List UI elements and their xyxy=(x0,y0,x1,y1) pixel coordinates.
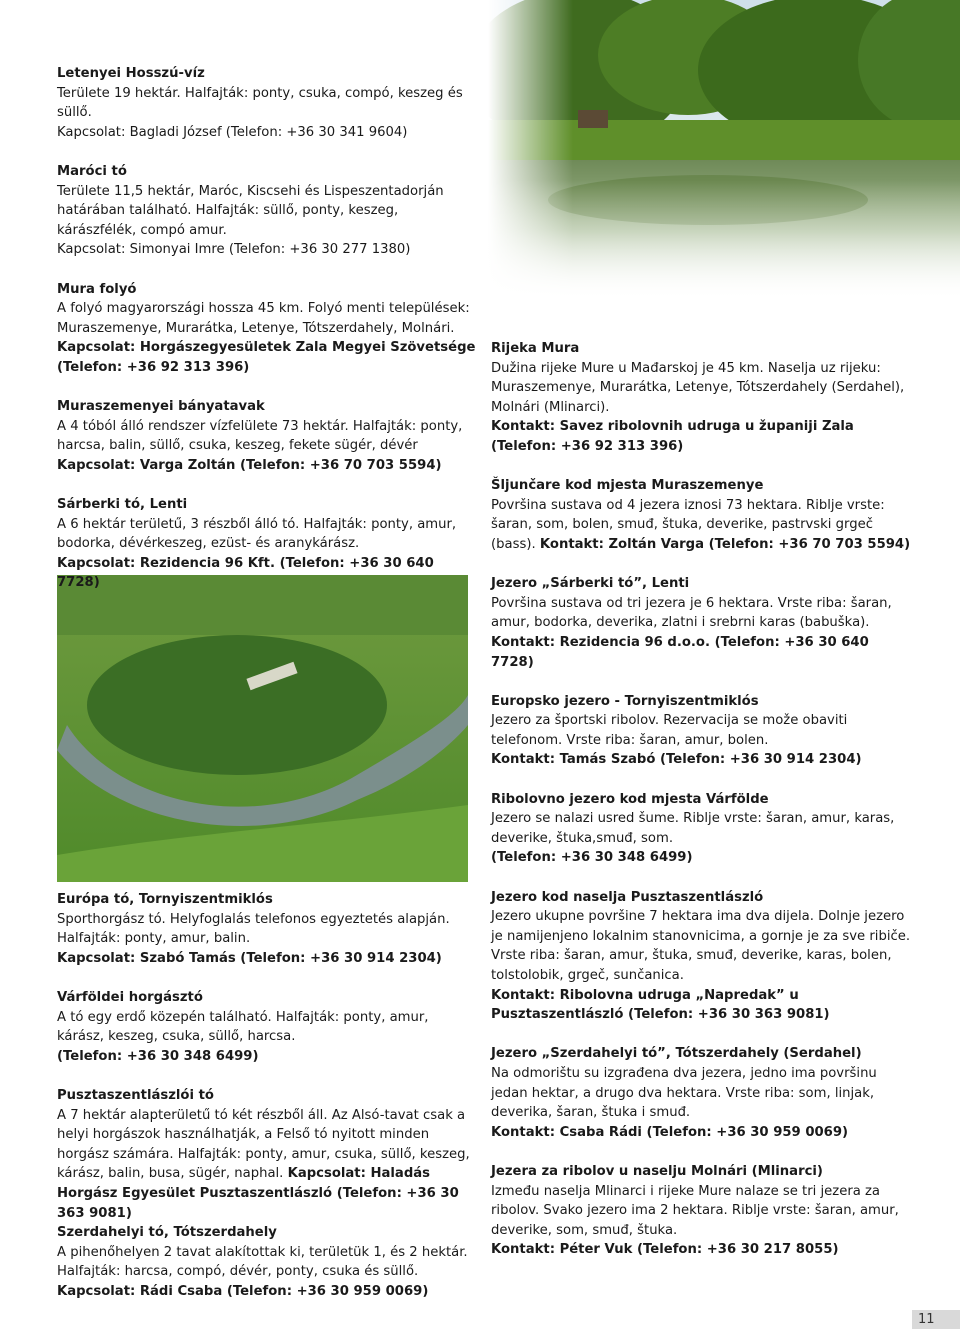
entry-contact: Kapcsolat: Bagladi József (Telefon: +36 30 341 9604) xyxy=(57,124,408,140)
entry-contact: (Telefon: +36 30 348 6499) xyxy=(491,850,693,866)
entry-body: A 4 tóból álló rendszer vízfelülete 73 hektár. Halfajták: ponty, harcsa, balin, süllő, csuka, keszeg, fekete sügér, dévér xyxy=(57,418,463,454)
entry-szerdahelyi-to xyxy=(57,1223,477,1301)
entry-body: A tó egy erdő közepén található. Halfajták: ponty, amur, kárász, keszeg, csuka, süllő, harcsa. xyxy=(57,1009,429,1045)
entry-body: A 7 hektár alapterületű tó két részből áll. Az Alsó-tavat csak a helyi horgászok használhatják, a Felső tó nyitott minden horgász számára. Halfajták: ponty, amur, csuka, süllő, keszeg, kárász, balin, busa, sügér, naphal. xyxy=(57,1107,470,1182)
entry-title: Sárberki tó, Lenti xyxy=(57,497,188,513)
entry-title: Maróci tó xyxy=(57,163,127,179)
entry-body: Jezero ukupne površine 7 hektara ima dva dijela. Dolnje jezero je namijenjeno lokalnim stanovnicima, a gornje je za sve ribiče. Vrste riba: šaran, amur, štuka, smuđ, deverike, karas, bolen, tolstolobik, grgeč, sunčanica. xyxy=(491,909,911,983)
entry-title: Szerdahelyi tó, Tótszerdahely xyxy=(57,1225,277,1241)
entry-title: Muraszemenyei bányatavak xyxy=(57,399,265,415)
entry-contact: Kapcsolat: Rezidencia 96 Kft. (Telefon: +36 30 640 7728) xyxy=(57,555,434,591)
entry-title: Jezero kod naselja Pusztaszentlászló xyxy=(491,889,764,905)
entry-europsko-jezero xyxy=(491,692,911,770)
entry-contact: Kapcsolat: Simonyai Imre (Telefon: +36 30 277 1380) xyxy=(57,242,411,258)
entry-title: Šljunčare kod mjesta Muraszemenye xyxy=(491,478,764,494)
entry-body: A folyó magyarországi hossza 45 km. Folyó menti települések: Muraszemenye, Murarátka, Letenye, Tótszerdahely, Molnári. xyxy=(57,301,470,336)
entry-body: A pihenőhelyen 2 tavat alakítottak ki, területük 1, és 2 hektár. Halfajták: harcsa, compó, dévér, ponty, csuka és süllő. xyxy=(57,1244,468,1280)
entry-body: Između naselja Mlinarci i rijeke Mure nalaze se tri jezera za ribolov. Svako jezero ima 2 hektara. Riblje vrste: šaran, amur, deverike, som, smuđ, štuka. xyxy=(491,1183,899,1238)
entry-contact: Kapcsolat: Haladás Horgász Egyesület Pusztaszentlászló (Telefon: +36 30 363 9081) xyxy=(57,1166,459,1221)
entry-title: Európa tó, Tornyiszentmiklós xyxy=(57,892,273,907)
entry-body: Sporthorgász tó. Helyfoglalás telefonos egyeztetés alapján. Halfajták: ponty, amur, balin. xyxy=(57,911,450,947)
right-column xyxy=(491,339,911,1260)
entry-contact: Kapcsolat: Varga Zoltán (Telefon: +36 70 703 5594) xyxy=(57,457,442,473)
entry-contact: Kontakt: Savez ribolovnih udruga u županiji Zala (Telefon: +36 92 313 396) xyxy=(491,419,854,454)
entry-europa-to xyxy=(57,890,477,968)
aerial-lake-photo xyxy=(57,575,468,882)
entry-title: Jezero „Sárberki tó”, Lenti xyxy=(491,576,690,592)
entry-sarberki-to xyxy=(57,495,477,593)
entry-body: Na odmorištu su izgrađena dva jezera, jedno ima površinu jedan hektar, a drugo dva hektara. Vrste riba: som, linjak, deverika, šaran, štuka i smuđ. xyxy=(491,1065,877,1121)
entry-body: Površina sustava od tri jezera je 6 hektara. Vrste riba: šaran, amur, bodorka, deverika, zlatni i srebrni karas (babuška). xyxy=(491,595,892,631)
entry-body: Dužina rijeke Mure u Mađarskoj je 45 km. Naselja uz rijeku: Muraszemenye, Murarátka, Letenye, Tótszerdahely (Serdahel), Molnári (Mlinarci). xyxy=(491,360,905,415)
entry-sljuncare xyxy=(491,476,911,554)
lake-photo xyxy=(488,0,960,300)
entry-contact: Kontakt: Tamás Szabó (Telefon: +36 30 914 2304) xyxy=(491,752,862,768)
entry-contact: (Telefon: +36 30 348 6499) xyxy=(57,1048,259,1064)
entry-varfoldei-horgaszto xyxy=(57,988,477,1066)
entry-maroci-to xyxy=(57,162,477,260)
left-column-top xyxy=(57,64,477,593)
entry-jezero-sarberki xyxy=(491,574,911,672)
entry-title: Jezera za ribolov u naselju Molnári (Mlinarci) xyxy=(491,1163,823,1179)
entry-contact: Kontakt: Csaba Rádi (Telefon: +36 30 959 0069) xyxy=(491,1124,849,1140)
entry-title: Rijeka Mura xyxy=(491,341,580,356)
entry-body: Jezero se nalazi usred šume. Riblje vrste: šaran, amur, karas, deverike, štuka,smuđ, som. xyxy=(491,811,895,846)
entry-contact: Kontakt: Ribolovna udruga „Napredak” u Pusztaszentlászló (Telefon: +36 30 363 9081) xyxy=(491,987,830,1023)
entry-contact: Kapcsolat: Horgászegyesületek Zala Megyei Szövetsége (Telefon: +36 92 313 396) xyxy=(57,340,476,375)
entry-title: Europsko jezero - Tornyiszentmiklós xyxy=(491,693,759,709)
entry-body: Területe 19 hektár. Halfajták: ponty, csuka, compó, keszeg és süllő. xyxy=(57,85,463,121)
entry-mura-folyo xyxy=(57,280,477,378)
entry-title: Ribolovno jezero kod mjesta Várfölde xyxy=(491,791,769,807)
entry-body: A 6 hektár területű, 3 részből álló tó. Halfajták: ponty, amur, bodorka, dévérkeszeg, ezüst- és aranykárász. xyxy=(57,516,457,552)
entry-title: Mura folyó xyxy=(57,281,137,297)
page-number: 11 xyxy=(918,1312,935,1327)
entry-pusztaszentlaszlo xyxy=(491,888,911,1025)
entry-title: Letenyei Hosszú-víz xyxy=(57,66,205,81)
entry-contact: Kontakt: Péter Vuk (Telefon: +36 30 217 8055) xyxy=(491,1242,839,1258)
entry-title: Pusztaszentlászlói tó xyxy=(57,1087,214,1103)
entry-contact: Kapcsolat: Szabó Tamás (Telefon: +36 30 914 2304) xyxy=(57,950,442,966)
left-column-bottom xyxy=(57,890,477,1301)
entry-title: Jezero „Szerdahelyi tó”, Tótszerdahely (Serdahel) xyxy=(491,1046,862,1062)
entry-body: Területe 11,5 hektár, Maróc, Kiscsehi és Lispeszentadorján határában található. Halfajták: süllő, ponty, keszeg, kárászfélék, compó amur. xyxy=(57,183,444,238)
entry-muraszemenyei-banyatavak xyxy=(57,397,477,475)
entry-body: Jezero za športski ribolov. Rezervacija se može obaviti telefonom. Vrste riba: šaran, amur, bolen. xyxy=(491,713,848,748)
entry-molnari xyxy=(491,1162,911,1260)
entry-szerdahelyi-to-hr xyxy=(491,1044,911,1142)
entry-body: Površina sustava od 4 jezera iznosi 73 hektara. Riblje vrste: šaran, som, bolen, smuđ, štuka, deverike, pastrvski grgeč (bass). xyxy=(491,497,885,552)
entry-letenyei-hosszu-viz xyxy=(57,64,477,142)
entry-contact: Kontakt: Rezidencia 96 d.o.o. (Telefon: +36 30 640 7728) xyxy=(491,634,869,670)
entry-rijeka-mura xyxy=(491,339,911,457)
entry-contact: Kapcsolat: Rádi Csaba (Telefon: +36 30 959 0069) xyxy=(57,1283,429,1299)
entry-pusztaszentlaszloi-to xyxy=(57,1086,477,1223)
entry-title: Várföldei horgásztó xyxy=(57,989,203,1005)
page-number-box xyxy=(912,1310,960,1329)
entry-contact: Kontakt: Zoltán Varga (Telefon: +36 70 703 5594) xyxy=(539,536,911,552)
entry-varfolde xyxy=(491,790,911,868)
